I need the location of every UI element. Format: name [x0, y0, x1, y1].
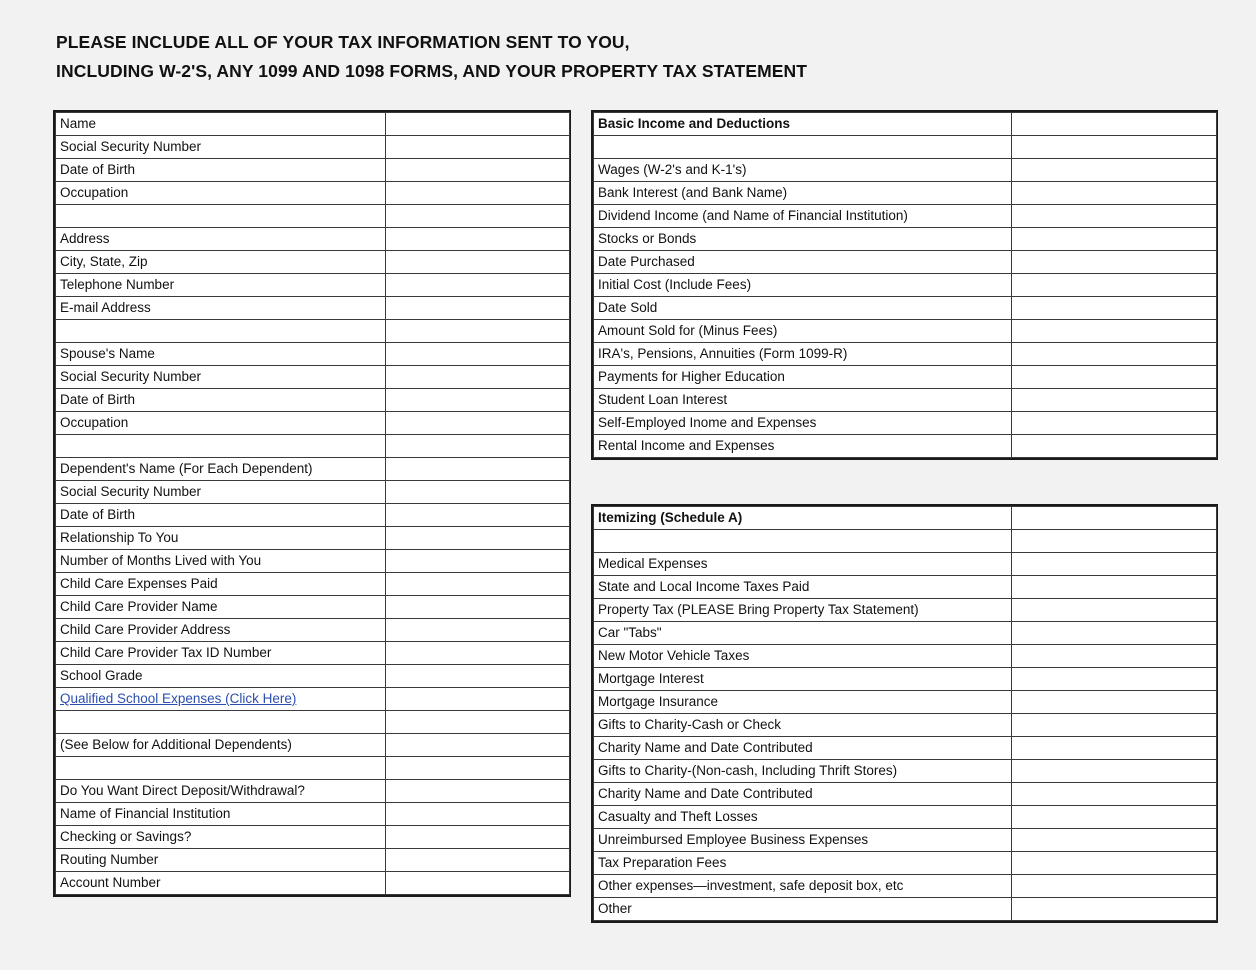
row-label: Date of Birth — [56, 504, 386, 527]
row-value-field[interactable] — [386, 182, 570, 205]
row-value-field[interactable] — [386, 343, 570, 366]
row-value-field[interactable] — [386, 872, 570, 895]
row-spacer — [56, 435, 386, 458]
row-value-field[interactable] — [386, 136, 570, 159]
row-value-field[interactable] — [1012, 576, 1217, 599]
row-value-field[interactable] — [1012, 343, 1217, 366]
row-label: Do You Want Direct Deposit/Withdrawal? — [56, 780, 386, 803]
row-value-field[interactable] — [386, 550, 570, 573]
table-row — [594, 622, 1217, 645]
row-value-field[interactable] — [386, 320, 570, 343]
row-value-field[interactable] — [1012, 251, 1217, 274]
table-row — [56, 849, 570, 872]
row-label: Occupation — [56, 412, 386, 435]
row-label: Routing Number — [56, 849, 386, 872]
row-value-field[interactable] — [1012, 875, 1217, 898]
table-row — [56, 872, 570, 895]
row-value-field[interactable] — [386, 366, 570, 389]
row-value-field[interactable] — [1012, 760, 1217, 783]
table-row — [56, 205, 570, 228]
row-label: Tax Preparation Fees — [594, 852, 1012, 875]
row-label: City, State, Zip — [56, 251, 386, 274]
personal-information-grid — [55, 112, 570, 895]
row-value-field[interactable] — [1012, 297, 1217, 320]
row-value-field[interactable] — [1012, 435, 1217, 458]
table-row — [594, 389, 1217, 412]
row-value-field[interactable] — [386, 159, 570, 182]
row-label: Medical Expenses — [594, 553, 1012, 576]
row-label: Student Loan Interest — [594, 389, 1012, 412]
table-row — [594, 875, 1217, 898]
table-row — [594, 599, 1217, 622]
row-value-field[interactable] — [386, 619, 570, 642]
row-label: Social Security Number — [56, 136, 386, 159]
table-row — [56, 596, 570, 619]
qualified-school-expenses-link[interactable]: Qualified School Expenses (Click Here) — [60, 691, 297, 706]
row-value-field[interactable] — [386, 389, 570, 412]
table-row — [594, 507, 1217, 530]
row-value-field[interactable] — [1012, 668, 1217, 691]
table-row — [56, 320, 570, 343]
table-row — [56, 481, 570, 504]
row-value-field[interactable] — [1012, 691, 1217, 714]
row-label: Wages (W-2's and K-1's) — [594, 159, 1012, 182]
row-label: Basic Income and Deductions — [594, 113, 1012, 136]
row-value-field[interactable] — [1012, 113, 1217, 136]
row-label: Other — [594, 898, 1012, 921]
table-row — [594, 783, 1217, 806]
row-label: Charity Name and Date Contributed — [594, 783, 1012, 806]
row-value-field[interactable] — [386, 412, 570, 435]
table-row — [56, 826, 570, 849]
row-value-field[interactable] — [1012, 530, 1217, 553]
row-label: Date of Birth — [56, 159, 386, 182]
row-label: Property Tax (PLEASE Bring Property Tax Statement) — [594, 599, 1012, 622]
row-label: Unreimbursed Employee Business Expenses — [594, 829, 1012, 852]
row-value-field[interactable] — [1012, 783, 1217, 806]
basic-income-grid — [593, 112, 1217, 458]
table-row — [594, 113, 1217, 136]
row-value-field[interactable] — [386, 251, 570, 274]
row-label: Relationship To You — [56, 527, 386, 550]
table-row — [56, 550, 570, 573]
table-row — [56, 803, 570, 826]
row-value-field[interactable] — [1012, 622, 1217, 645]
row-spacer — [594, 136, 1012, 159]
table-row — [594, 251, 1217, 274]
row-value-field[interactable] — [386, 642, 570, 665]
table-row — [594, 366, 1217, 389]
table-row — [594, 320, 1217, 343]
personal-information-rows — [56, 113, 570, 895]
table-row — [56, 113, 570, 136]
row-value-field[interactable] — [1012, 507, 1217, 530]
row-value-field[interactable] — [386, 274, 570, 297]
row-label: Social Security Number — [56, 481, 386, 504]
page-title-line-1: PLEASE INCLUDE ALL OF YOUR TAX INFORMATION SENT TO YOU, — [56, 32, 630, 52]
row-label: Date of Birth — [56, 389, 386, 412]
table-row — [56, 366, 570, 389]
row-value-field[interactable] — [386, 205, 570, 228]
table-row — [594, 668, 1217, 691]
table-row — [56, 159, 570, 182]
itemizing-grid — [593, 506, 1217, 921]
row-label: Child Care Provider Address — [56, 619, 386, 642]
row-value-field[interactable] — [386, 481, 570, 504]
table-row — [594, 829, 1217, 852]
table-row — [56, 504, 570, 527]
table-row — [594, 852, 1217, 875]
table-row — [56, 182, 570, 205]
row-value-field[interactable] — [386, 803, 570, 826]
row-label: Gifts to Charity-Cash or Check — [594, 714, 1012, 737]
row-label: Car "Tabs" — [594, 622, 1012, 645]
row-value-field[interactable] — [386, 228, 570, 251]
table-row — [56, 297, 570, 320]
row-label: Initial Cost (Include Fees) — [594, 274, 1012, 297]
row-label: Itemizing (Schedule A) — [594, 507, 1012, 530]
row-value-field[interactable] — [1012, 159, 1217, 182]
row-spacer — [56, 711, 386, 734]
table-row — [594, 343, 1217, 366]
row-label: Rental Income and Expenses — [594, 435, 1012, 458]
row-value-field[interactable] — [386, 573, 570, 596]
row-label: Self-Employed Inome and Expenses — [594, 412, 1012, 435]
table-row — [56, 389, 570, 412]
row-value-field[interactable] — [1012, 852, 1217, 875]
row-value-field[interactable] — [386, 113, 570, 136]
table-row — [594, 412, 1217, 435]
row-value-field[interactable] — [386, 711, 570, 734]
table-row — [56, 251, 570, 274]
row-value-field[interactable] — [1012, 205, 1217, 228]
table-row — [594, 435, 1217, 458]
table-row — [594, 898, 1217, 921]
row-label: Stocks or Bonds — [594, 228, 1012, 251]
table-row — [594, 182, 1217, 205]
table-row — [56, 527, 570, 550]
row-value-field[interactable] — [1012, 737, 1217, 760]
row-value-field[interactable] — [1012, 645, 1217, 668]
row-label: Charity Name and Date Contributed — [594, 737, 1012, 760]
row-value-field[interactable] — [1012, 182, 1217, 205]
table-row — [56, 688, 570, 711]
row-label: Dividend Income (and Name of Financial Institution) — [594, 205, 1012, 228]
table-row — [56, 757, 570, 780]
row-label: Occupation — [56, 182, 386, 205]
table-row — [594, 645, 1217, 668]
row-label: Dependent's Name (For Each Dependent) — [56, 458, 386, 481]
table-row — [594, 159, 1217, 182]
page-title — [56, 28, 1156, 86]
row-label: Casualty and Theft Losses — [594, 806, 1012, 829]
table-row — [56, 573, 570, 596]
row-label: E-mail Address — [56, 297, 386, 320]
table-row — [594, 737, 1217, 760]
row-label: IRA's, Pensions, Annuities (Form 1099-R) — [594, 343, 1012, 366]
row-label: Child Care Expenses Paid — [56, 573, 386, 596]
row-value-field[interactable] — [1012, 389, 1217, 412]
basic-income-rows — [594, 113, 1217, 458]
row-value-field[interactable] — [1012, 320, 1217, 343]
row-value-field[interactable] — [1012, 136, 1217, 159]
table-row — [56, 274, 570, 297]
row-value-field[interactable] — [386, 596, 570, 619]
itemizing-rows — [594, 507, 1217, 921]
table-row — [594, 691, 1217, 714]
row-label: Spouse's Name — [56, 343, 386, 366]
row-label: Other expenses—investment, safe deposit box, etc — [594, 875, 1012, 898]
row-value-field[interactable] — [386, 734, 570, 757]
row-label: Date Sold — [594, 297, 1012, 320]
table-row — [56, 435, 570, 458]
row-value-field[interactable] — [386, 849, 570, 872]
row-value-field[interactable] — [1012, 806, 1217, 829]
table-row — [56, 780, 570, 803]
table-row — [56, 136, 570, 159]
table-row — [594, 760, 1217, 783]
row-value-field[interactable] — [386, 458, 570, 481]
row-label: Gifts to Charity-(Non-cash, Including Thrift Stores) — [594, 760, 1012, 783]
table-row — [594, 136, 1217, 159]
table-row — [594, 553, 1217, 576]
table-row — [56, 412, 570, 435]
row-label: Mortgage Insurance — [594, 691, 1012, 714]
table-row — [594, 228, 1217, 251]
row-spacer — [56, 320, 386, 343]
row-label: Amount Sold for (Minus Fees) — [594, 320, 1012, 343]
table-row — [56, 458, 570, 481]
row-label: Number of Months Lived with You — [56, 550, 386, 573]
row-value-field[interactable] — [1012, 599, 1217, 622]
row-value-field[interactable] — [1012, 366, 1217, 389]
row-value-field[interactable] — [386, 527, 570, 550]
table-row — [594, 274, 1217, 297]
row-value-field[interactable] — [1012, 412, 1217, 435]
row-label: School Grade — [56, 665, 386, 688]
row-label: New Motor Vehicle Taxes — [594, 645, 1012, 668]
row-value-field[interactable] — [1012, 829, 1217, 852]
row-label: Address — [56, 228, 386, 251]
row-value-field[interactable] — [386, 297, 570, 320]
itemizing-schedule-a-table — [591, 504, 1218, 923]
table-row — [594, 530, 1217, 553]
row-value-field[interactable] — [386, 504, 570, 527]
row-label: State and Local Income Taxes Paid — [594, 576, 1012, 599]
row-label: Mortgage Interest — [594, 668, 1012, 691]
row-label: Child Care Provider Name — [56, 596, 386, 619]
row-label: Checking or Savings? — [56, 826, 386, 849]
row-label: Payments for Higher Education — [594, 366, 1012, 389]
row-spacer — [56, 205, 386, 228]
row-value-field[interactable] — [386, 435, 570, 458]
table-row — [56, 619, 570, 642]
table-row — [594, 205, 1217, 228]
row-value-field[interactable] — [1012, 553, 1217, 576]
row-label: Child Care Provider Tax ID Number — [56, 642, 386, 665]
table-row — [56, 642, 570, 665]
row-value-field[interactable] — [1012, 274, 1217, 297]
table-row — [594, 714, 1217, 737]
row-spacer — [594, 530, 1012, 553]
row-value-field[interactable] — [386, 780, 570, 803]
row-value-field[interactable] — [386, 688, 570, 711]
basic-income-and-deductions-table — [591, 110, 1218, 460]
row-spacer — [56, 757, 386, 780]
table-row — [56, 734, 570, 757]
row-label — [56, 688, 386, 711]
row-value-field[interactable] — [386, 665, 570, 688]
row-label: (See Below for Additional Dependents) — [56, 734, 386, 757]
table-row — [594, 806, 1217, 829]
row-value-field[interactable] — [1012, 714, 1217, 737]
row-value-field[interactable] — [386, 826, 570, 849]
table-row — [594, 297, 1217, 320]
row-value-field[interactable] — [386, 757, 570, 780]
row-label: Name — [56, 113, 386, 136]
row-label: Bank Interest (and Bank Name) — [594, 182, 1012, 205]
page-title-line-2: INCLUDING W-2'S, ANY 1099 AND 1098 FORMS, AND YOUR PROPERTY TAX STATEMENT — [56, 60, 808, 81]
table-row — [56, 711, 570, 734]
row-label: Telephone Number — [56, 274, 386, 297]
table-row — [594, 576, 1217, 599]
row-label: Social Security Number — [56, 366, 386, 389]
table-row — [56, 343, 570, 366]
table-row — [56, 665, 570, 688]
row-label: Date Purchased — [594, 251, 1012, 274]
row-label: Account Number — [56, 872, 386, 895]
row-label: Name of Financial Institution — [56, 803, 386, 826]
row-value-field[interactable] — [1012, 228, 1217, 251]
personal-information-table — [53, 110, 571, 897]
table-row — [56, 228, 570, 251]
row-value-field[interactable] — [1012, 898, 1217, 921]
